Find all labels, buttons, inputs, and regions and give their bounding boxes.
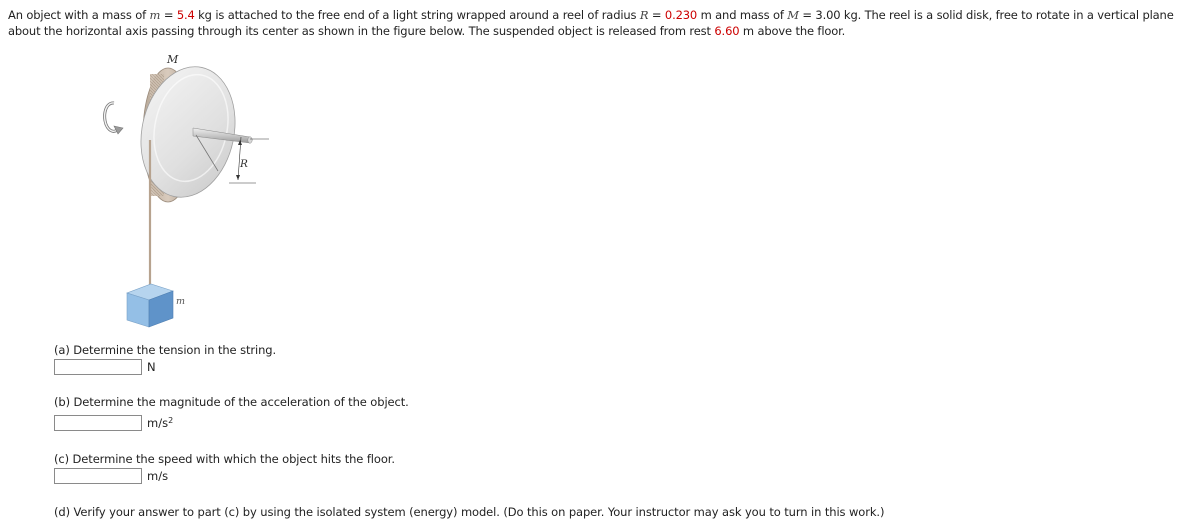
label-m: m [176, 296, 186, 307]
statement-text: kg is attached to the free end of a light string wrapped around a reel of radius [194, 8, 640, 22]
tension-input[interactable] [54, 359, 142, 375]
statement-text: m and mass of [697, 8, 788, 22]
part-b-answer-row [54, 414, 173, 432]
radius-value: 0.230 [664, 8, 698, 22]
part-a-question: (a) Determine the tension in the string. [54, 343, 277, 357]
acceleration-unit [147, 416, 173, 430]
part-c-answer-row [54, 467, 168, 485]
speed-unit: m/s [147, 469, 169, 483]
part-b-question: (b) Determine the magnitude of the acceleration of the object. [54, 395, 409, 409]
part-a-answer-row [54, 358, 156, 376]
mass-value: 5.4 [176, 8, 195, 22]
statement-text: = [648, 8, 665, 22]
reel-figure [90, 48, 290, 338]
speed-input[interactable] [54, 468, 142, 484]
label-M: M [167, 53, 179, 66]
part-d-question: (d) Verify your answer to part (c) by using the isolated system (energy) model. (Do this on paper. Your instructor may ask you to turn in this work.) [54, 505, 885, 519]
rotation-arrow-icon [105, 103, 123, 134]
var-R: R [639, 8, 649, 22]
problem-statement [8, 7, 1198, 39]
statement-text: = [160, 8, 177, 22]
acceleration-unit-exponent: 2 [168, 416, 174, 425]
tension-unit: N [147, 360, 156, 374]
var-M: M [787, 8, 799, 22]
statement-text: = 3.00 kg. The reel is a solid disk, free to rotate in a vertical plane about the horizontal axis passing through its center as shown in the figure below. The suspended object is released from rest [8, 8, 1174, 38]
height-value: 6.60 [714, 24, 740, 38]
radius-dimension [229, 137, 269, 183]
var-m: m [149, 8, 161, 22]
hanging-block [127, 284, 173, 327]
statement-text: m above the floor. [739, 24, 846, 38]
acceleration-input[interactable] [54, 415, 142, 431]
label-R: R [240, 158, 248, 170]
acceleration-unit-base: m/s [147, 416, 169, 430]
reel [129, 58, 246, 206]
statement-text: An object with a mass of [8, 8, 150, 22]
part-c-question: (c) Determine the speed with which the object hits the floor. [54, 452, 395, 466]
